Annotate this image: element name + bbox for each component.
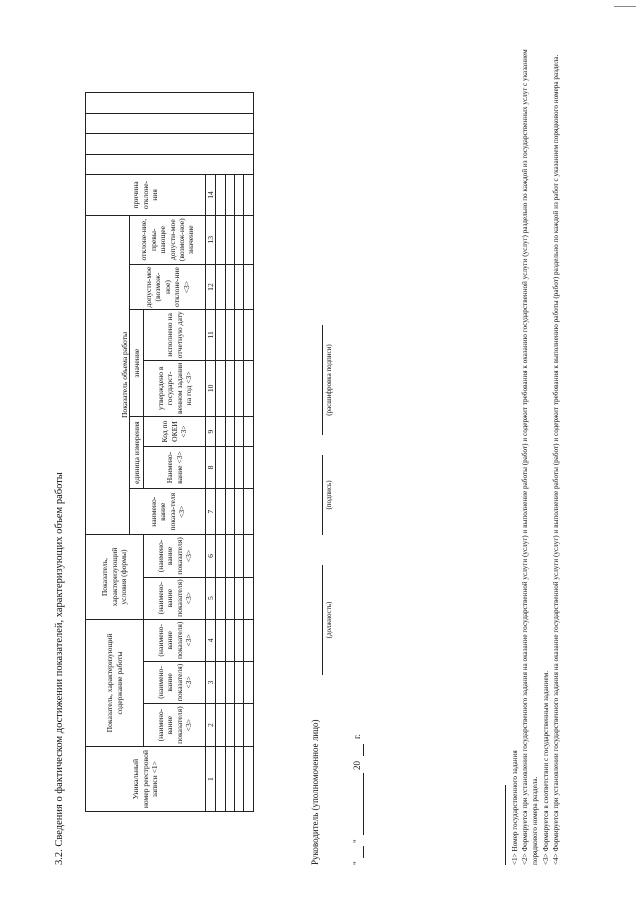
- footnote: <1> Номер государственного задания: [511, 750, 519, 865]
- header-reason: причина отклоне-ния: [86, 175, 206, 215]
- header-unit: единица измерения: [130, 417, 144, 489]
- column-number: 9: [206, 417, 216, 447]
- header-volume: Показатель объема работы: [86, 215, 130, 535]
- decode-line: [322, 325, 323, 435]
- header-content-sub-1: (наимено-вание показателя) <3>: [144, 704, 206, 747]
- sign-caption: (подпись): [325, 480, 333, 510]
- column-number: 4: [206, 619, 216, 661]
- header-allowed-deviation: допусти-мое (возмож-ное) отклоне-ние <3>: [130, 264, 206, 309]
- header-conditions-sub-2: (наимено-вание показателя) <3>: [144, 535, 206, 577]
- date-year-line: [363, 744, 364, 756]
- column-number: 12: [206, 264, 216, 309]
- column-number: 5: [206, 577, 216, 619]
- column-number: 7: [206, 489, 216, 535]
- date-year-prefix: 20: [352, 761, 362, 770]
- section-title: 3.2. Сведения о фактическом достижении показателей, характеризующих объем работы: [54, 472, 65, 865]
- date-year-suffix: г.: [352, 734, 362, 739]
- date-close-quote: ": [352, 839, 362, 843]
- column-number: 13: [206, 215, 216, 264]
- column-number: 1: [206, 747, 216, 812]
- header-conditions-sub-1: (наимено-вание показателя) <3>: [144, 577, 206, 619]
- table-row: [226, 93, 235, 812]
- blank-col: [86, 134, 254, 155]
- blank-col: [86, 93, 254, 114]
- blank-col: [86, 113, 254, 134]
- header-value: значение: [130, 310, 144, 417]
- header-okei-code: Код по ОКЕИ <3>: [144, 417, 206, 447]
- column-number: 10: [206, 360, 216, 417]
- header-executed: исполнено на отчетную дату: [144, 310, 206, 360]
- header-content-sub-3: (наимено-вание показателя) <3>: [144, 619, 206, 661]
- column-number: 3: [206, 661, 216, 703]
- header-conditions: Показатель, характеризующий условия (формы): [86, 535, 144, 619]
- position-caption: (должность): [325, 601, 333, 639]
- date-open-quote: ": [352, 861, 362, 865]
- footnote: <4> Формируется при установлении государственного задания на оказание государственной услуги (услуг) и выполнение работы (работ) и содержит требования к выполнению работы (работ) раздельно по каждой из работ с указанием порядкового номера раздела.: [551, 54, 560, 865]
- header-indicator-name: наимено-вание показа-теля <3>: [130, 489, 206, 535]
- header-unique-number: Уникальный номер реестровой записи <1>: [86, 747, 206, 812]
- column-number: 11: [206, 310, 216, 360]
- header-unit-name: Наимено-вание <3>: [144, 446, 206, 488]
- header-deviation-exceeding: отклоне-ние, превы-шающее допусти-мое (возмож-ное) значение: [130, 215, 206, 264]
- decode-caption: (расшифровка подписи): [325, 344, 333, 416]
- footnote-rule: [505, 785, 506, 865]
- footnotes: [505, 25, 561, 865]
- column-number: 2: [206, 704, 216, 747]
- footnote: <3> Формируется в соответствии с государственным заданием.: [541, 670, 550, 865]
- footnote: <2> Формируется при установлении государственного задания на оказание государственной услуги (услуг) и выполнение работы (работ) и содержит требования к оказанию государственной услуги (услуг) раздельно по каждой из государственных услуг с указанием порядкового номера раздела.: [521, 49, 540, 865]
- column-number: 8: [206, 446, 216, 488]
- column-number: 6: [206, 535, 216, 577]
- blank-col: [86, 154, 254, 175]
- column-number: 14: [206, 175, 216, 215]
- work-volume-table: [85, 92, 254, 812]
- sign-line: [322, 455, 323, 535]
- date-day-line: [363, 846, 364, 858]
- header-approved: утверждено в государст-венном задании на год <3>: [144, 360, 206, 417]
- date-month-line: [363, 773, 364, 835]
- header-content: Показатель, характеризующий содержание работы: [86, 619, 144, 747]
- header-content-sub-2: (наимено-вание показателя) <3>: [144, 661, 206, 703]
- head-label: Руководитель (уполномоченное лицо): [310, 719, 320, 865]
- table-row: [216, 93, 226, 812]
- table-row: [235, 93, 244, 812]
- table-row: [244, 93, 254, 812]
- position-line: [322, 565, 323, 675]
